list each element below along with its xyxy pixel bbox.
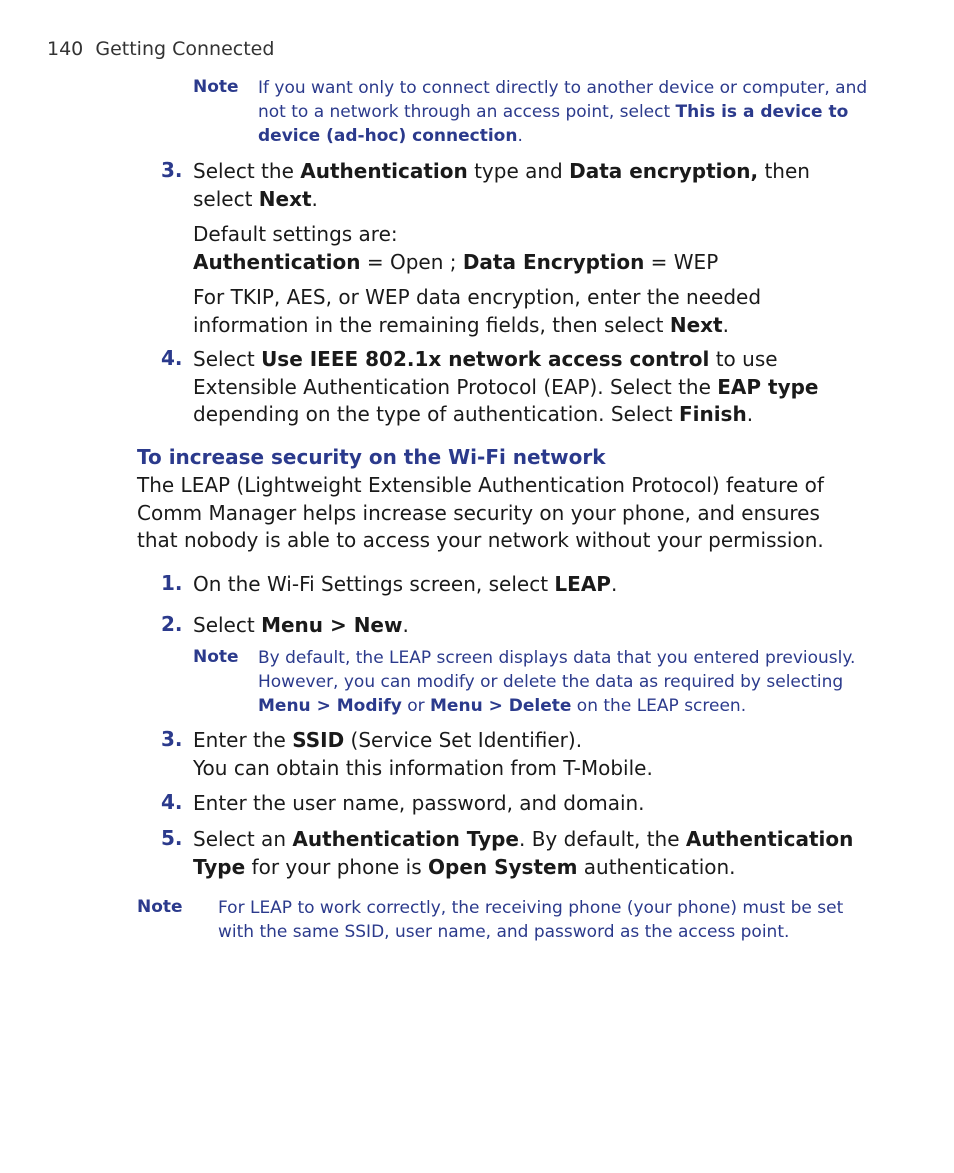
default-settings: Default settings are: Authentication = Open ; Data Encryption = WEP [193,222,719,274]
note-text: By default, the LEAP screen displays data that you entered previously. However, you can modify or delete the data as required by selecting Menu > Modify or Menu > Delete on the LEAP screen. [258,648,856,716]
step-number: 3. [161,158,183,182]
step-number: 3. [161,727,183,751]
note-text: If you want only to connect directly to another device or computer, and not to a network through an access point, select This is a device to device (ad-hoc) connection. [258,78,868,146]
step-number: 4. [161,790,183,814]
page-header [47,38,274,60]
note-label: Note [193,77,239,97]
note-label: Note [137,897,183,917]
encryption-info: For TKIP, AES, or WEP data encryption, enter the needed information in the remaining fields, then select Next. [193,285,762,337]
step-number: 2. [161,612,183,636]
step-text: Select Use IEEE 802.1x network access control to use Extensible Authentication Protocol (EAP). Select the EAP type depending on the type of authentication. Select Finish. [193,347,819,426]
step-text: Select Menu > New. [193,613,409,637]
note-text: For LEAP to work correctly, the receiving phone (your phone) must be set with the same SSID, user name, and password as the access point. [218,898,844,942]
step-text: Enter the SSID (Service Set Identifier). You can obtain this information from T-Mobile. [193,728,653,780]
step-number: 5. [161,826,183,850]
section-name: Getting Connected [95,38,275,60]
step-text: On the Wi-Fi Settings screen, select LEAP. [193,572,618,596]
step-text: Enter the user name, password, and domain. [193,791,645,815]
step-number: 1. [161,571,183,595]
note-label: Note [193,647,239,667]
step-text: Select an Authentication Type. By default, the Authentication Type for your phone is Open System authentication. [193,827,854,879]
step-text: Select the Authentication type and Data encryption, then select Next. [193,159,810,211]
section-title: To increase security on the Wi-Fi network [137,445,606,469]
page-number: 140 [47,38,84,60]
step-number: 4. [161,346,183,370]
section-intro: The LEAP (Lightweight Extensible Authentication Protocol) feature of Comm Manager helps increase security on your phone, and ensures that nobody is able to access your network without your permission. [137,473,824,552]
